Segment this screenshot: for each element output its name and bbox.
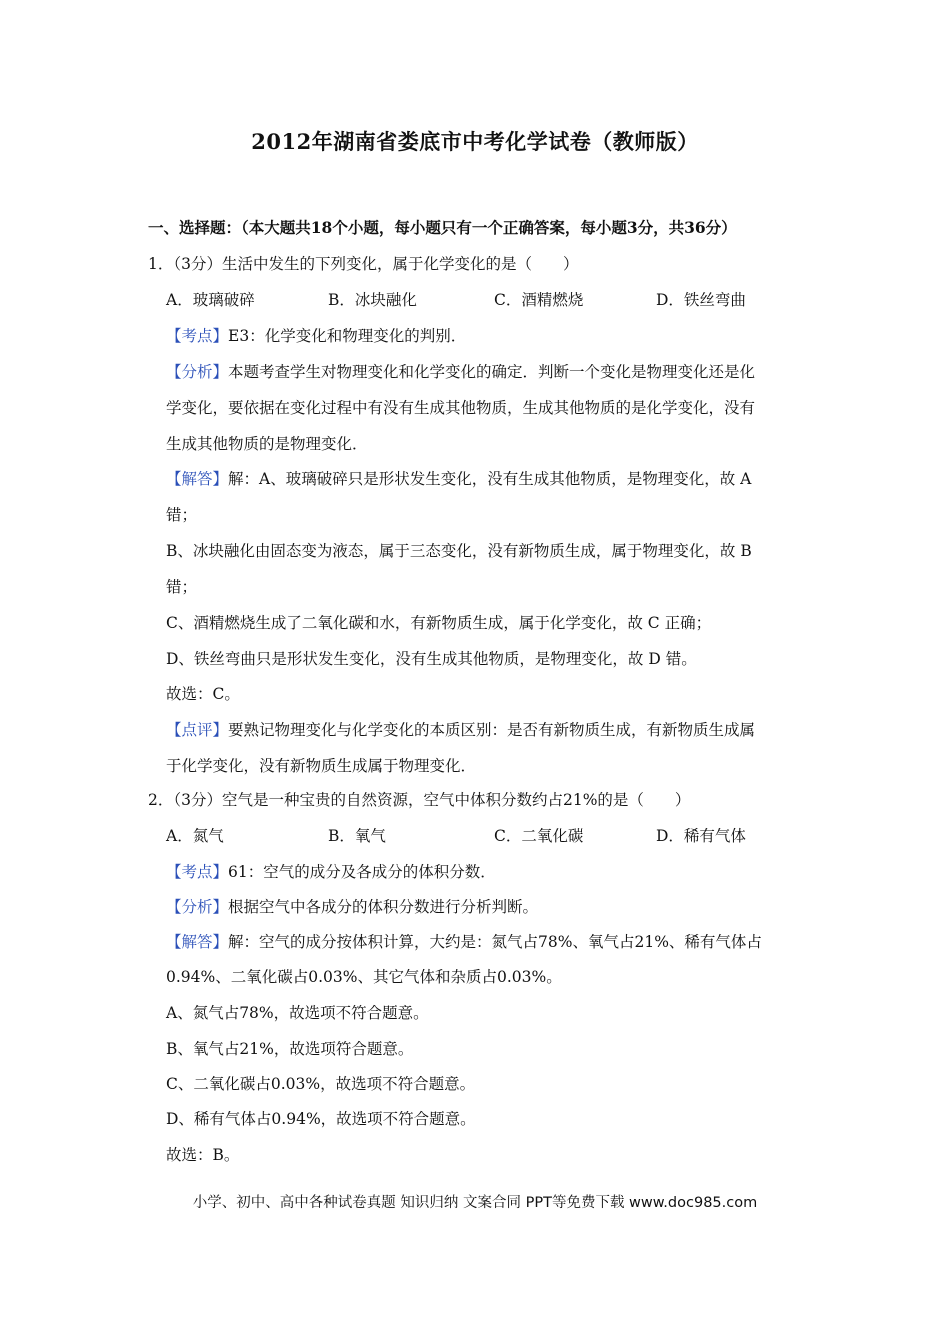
q2-kaodian-text: 61：空气的成分及各成分的体积分数． <box>228 863 496 881</box>
q2-jieda <box>166 932 762 952</box>
q2-option-b: B．氧气 <box>328 827 386 845</box>
q2-fenxi <box>166 897 538 917</box>
q2-jieda-text-2: 0.94%、二氧化碳占0.03%、其它气体和杂质占0.03%。 <box>166 968 562 986</box>
q1-line-d: D、铁丝弯曲只是形状发生变化，没有生成其他物质，是物理变化，故 D 错。 <box>166 650 697 668</box>
q2-fenxi-text: 根据空气中各成分的体积分数进行分析判断。 <box>228 898 539 916</box>
fenxi-tag: 【分析】 <box>166 363 229 381</box>
q2-line-a: A、氮气占78%，故选项不符合题意。 <box>166 1004 429 1022</box>
q1-fenxi-text-2: 学变化，要依据在变化过程中有没有生成其他物质，生成其他物质的是化学变化，没有 <box>166 399 756 417</box>
q2-line-c: C、二氧化碳占0.03%，故选项不符合题意。 <box>166 1075 476 1093</box>
q1-fenxi <box>166 362 755 382</box>
q1-dianping-text-2: 于化学变化，没有新物质生成属于物理变化． <box>166 757 477 775</box>
q1-option-c: C．酒精燃烧 <box>494 291 584 309</box>
q1-jieda-text-1: 解：A、玻璃破碎只是形状发生变化，没有生成其他物质，是物理变化，故 A <box>228 470 752 488</box>
q1-dianping <box>166 720 755 740</box>
q2-stem: 2．（3分）空气是一种宝贵的自然资源，空气中体积分数约占21%的是（ ） <box>148 791 691 809</box>
document-title: 2012年湖南省娄底市中考化学试卷（教师版） <box>251 129 699 154</box>
q1-line-b2: 错； <box>166 578 198 596</box>
jieda-tag: 【解答】 <box>166 470 229 488</box>
jieda-tag: 【解答】 <box>166 933 229 951</box>
q1-jieda-text-2: 错； <box>166 506 198 524</box>
q1-option-d: D．铁丝弯曲 <box>656 291 746 309</box>
q2-option-d: D．稀有气体 <box>656 827 746 845</box>
q1-jieda <box>166 469 751 489</box>
page-footer: 小学、初中、高中各种试卷真题 知识归纳 文案合同 PPT等免费下载 www.doc985.com <box>192 1195 758 1211</box>
q2-jieda-text-1: 解：空气的成分按体积计算，大约是：氮气占78%、氧气占21%、稀有气体占 <box>228 933 762 951</box>
q1-kaodian-text: E3：化学变化和物理变化的判别． <box>228 327 467 345</box>
q1-line-c: C、酒精燃烧生成了二氧化碳和水，有新物质生成，属于化学变化，故 C 正确； <box>166 614 712 632</box>
q1-fenxi-text-3: 生成其他物质的是物理变化． <box>166 435 368 453</box>
q1-option-b: B．冰块融化 <box>328 291 417 309</box>
dianping-tag: 【点评】 <box>166 721 229 739</box>
q1-dianping-text-1: 要熟记物理变化与化学变化的本质区别：是否有新物质生成，有新物质生成属 <box>228 721 756 739</box>
q1-fenxi-text-1: 本题考查学生对物理变化和化学变化的确定．判断一个变化是物理变化还是化 <box>228 363 756 381</box>
fenxi-tag: 【分析】 <box>166 898 229 916</box>
q1-line-b1: B、冰块融化由固态变为液态，属于三态变化，没有新物质生成，属于物理变化，故 B <box>166 542 752 560</box>
q1-answer: 故选：C。 <box>166 685 240 703</box>
section-heading: 一、选择题：（本大题共18个小题，每小题只有一个正确答案，每小题3分，共36分） <box>148 218 737 237</box>
q2-kaodian <box>166 862 496 882</box>
q2-line-d: D、稀有气体占0.94%，故选项不符合题意。 <box>166 1110 476 1128</box>
q1-option-a: A．玻璃破碎 <box>166 291 255 309</box>
q2-option-c: C．二氧化碳 <box>494 827 584 845</box>
q2-option-a: A．氮气 <box>166 827 224 845</box>
q2-answer: 故选：B。 <box>166 1146 240 1164</box>
kaodian-tag: 【考点】 <box>166 863 229 881</box>
q1-stem: 1．（3分）生活中发生的下列变化，属于化学变化的是（ ） <box>148 255 579 273</box>
q1-kaodian <box>166 326 466 346</box>
q2-line-b: B、氧气占21%，故选项符合题意。 <box>166 1040 414 1058</box>
kaodian-tag: 【考点】 <box>166 327 229 345</box>
